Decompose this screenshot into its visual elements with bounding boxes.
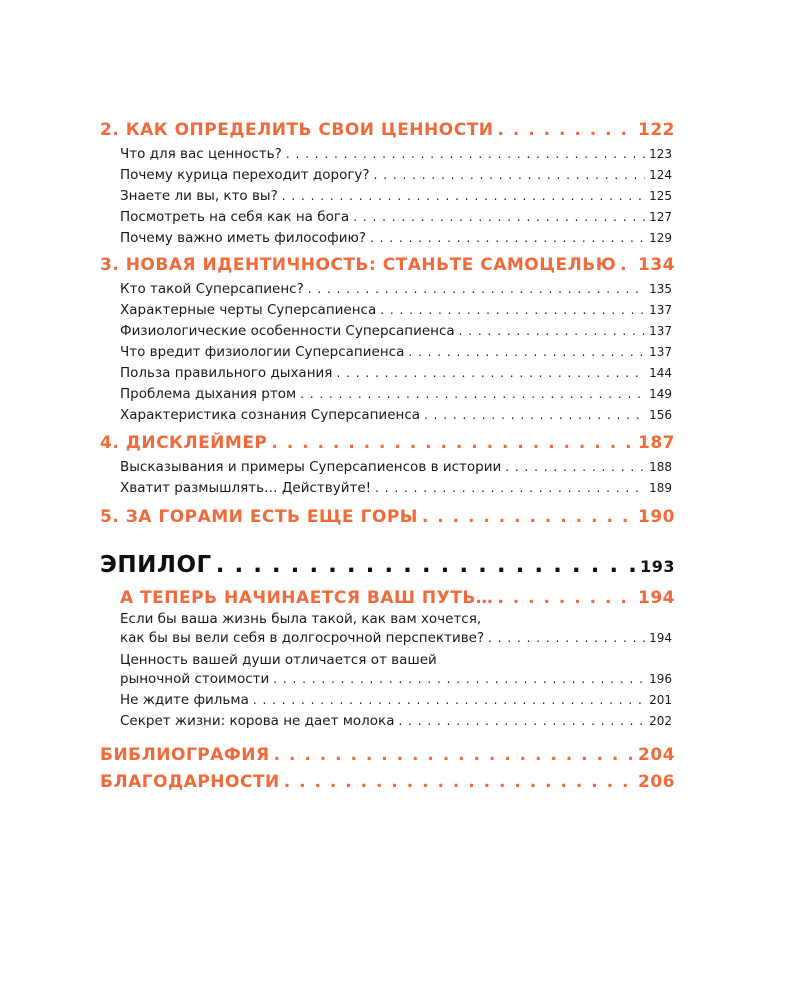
section-title: 4. ДИСКЛЕЙМЕР bbox=[100, 433, 268, 453]
item-title: Что для вас ценность? bbox=[120, 146, 282, 162]
leader-dots bbox=[459, 324, 645, 338]
item-page: 149 bbox=[649, 387, 672, 401]
toc-section-journey[interactable] bbox=[120, 588, 675, 608]
item-page: 125 bbox=[649, 189, 672, 203]
item-page: 129 bbox=[649, 231, 672, 245]
leader-dots bbox=[424, 408, 645, 422]
leader-dots bbox=[286, 147, 645, 161]
item-title: рыночной стоимости bbox=[120, 671, 270, 687]
leader-dots bbox=[370, 231, 645, 245]
item-title-line1: Ценность вашей души отличается от вашей bbox=[120, 652, 437, 668]
section-page: 194 bbox=[638, 588, 675, 608]
leader-dots bbox=[300, 387, 645, 401]
item-page: 188 bbox=[649, 460, 672, 474]
leader-dots bbox=[497, 588, 634, 608]
toc-item[interactable] bbox=[120, 302, 672, 318]
toc-section-5[interactable] bbox=[100, 507, 675, 527]
item-title-line1: Если бы ваша жизнь была такой, как вам хочется, bbox=[120, 611, 482, 627]
item-page: 137 bbox=[649, 345, 672, 359]
leader-dots bbox=[216, 552, 636, 578]
section-page: 206 bbox=[638, 772, 675, 792]
item-title: Почему курица переходит дорогу? bbox=[120, 167, 370, 183]
item-page: 123 bbox=[649, 147, 672, 161]
item-title: Проблема дыхания ртом bbox=[120, 386, 297, 402]
toc-section-4[interactable] bbox=[100, 433, 675, 453]
toc-item[interactable] bbox=[120, 281, 672, 297]
item-title: как бы вы вели себя в долгосрочной перспективе? bbox=[120, 630, 485, 646]
leader-dots bbox=[620, 255, 634, 275]
section-title: 2. КАК ОПРЕДЕЛИТЬ СВОИ ЦЕННОСТИ bbox=[100, 120, 494, 140]
epilog-page: 193 bbox=[640, 557, 675, 576]
toc-item[interactable] bbox=[120, 386, 672, 402]
item-title: Характеристика сознания Суперсапиенса bbox=[120, 407, 421, 423]
toc-section-3[interactable] bbox=[100, 255, 675, 275]
section-title: А ТЕПЕРЬ НАЧИНАЕТСЯ ВАШ ПУТЬ… bbox=[120, 588, 494, 608]
toc-acknowledgements[interactable] bbox=[100, 772, 675, 792]
toc-item[interactable] bbox=[120, 230, 672, 246]
leader-dots bbox=[353, 210, 645, 224]
item-page: 196 bbox=[649, 672, 672, 686]
section-page: 187 bbox=[638, 433, 675, 453]
section-page: 134 bbox=[638, 255, 675, 275]
toc-item[interactable] bbox=[120, 365, 672, 381]
section-page: 122 bbox=[638, 120, 675, 140]
toc-item[interactable] bbox=[120, 167, 672, 183]
item-title: Высказывания и примеры Суперсапиенсов в истории bbox=[120, 459, 502, 475]
leader-dots bbox=[498, 120, 634, 140]
item-title: Кто такой Суперсапиенс? bbox=[120, 281, 304, 297]
section-page: 190 bbox=[638, 507, 675, 527]
item-title: Характерные черты Суперсапиенса bbox=[120, 302, 377, 318]
leader-dots bbox=[284, 772, 634, 792]
toc-item[interactable] bbox=[120, 188, 672, 204]
section-title: 5. ЗА ГОРАМИ ЕСТЬ ЕЩЕ ГОРЫ bbox=[100, 507, 418, 527]
toc-item[interactable] bbox=[120, 671, 672, 687]
leader-dots bbox=[374, 168, 646, 182]
item-page: 194 bbox=[649, 631, 672, 645]
item-page: 137 bbox=[649, 303, 672, 317]
item-page: 156 bbox=[649, 408, 672, 422]
toc-epilog[interactable] bbox=[100, 552, 675, 578]
section-page: 204 bbox=[638, 745, 675, 765]
leader-dots bbox=[336, 366, 645, 380]
leader-dots bbox=[398, 714, 645, 728]
leader-dots bbox=[408, 345, 645, 359]
leader-dots bbox=[488, 631, 645, 645]
item-page: 144 bbox=[649, 366, 672, 380]
item-page: 137 bbox=[649, 324, 672, 338]
toc-item[interactable] bbox=[120, 344, 672, 360]
section-title: БЛАГОДАРНОСТИ bbox=[100, 772, 280, 792]
leader-dots bbox=[422, 507, 634, 527]
item-title: Не ждите фильма bbox=[120, 692, 249, 708]
section-title: 3. НОВАЯ ИДЕНТИЧНОСТЬ: СТАНЬТЕ САМОЦЕЛЬЮ bbox=[100, 255, 617, 275]
toc-item[interactable] bbox=[120, 692, 672, 708]
item-title: Что вредит физиологии Суперсапиенса bbox=[120, 344, 405, 360]
item-title: Хватит размышлять… Действуйте! bbox=[120, 480, 372, 496]
item-title: Знаете ли вы, кто вы? bbox=[120, 188, 278, 204]
leader-dots bbox=[505, 460, 645, 474]
leader-dots bbox=[380, 303, 645, 317]
item-page: 201 bbox=[649, 693, 672, 707]
leader-dots bbox=[282, 189, 645, 203]
toc-item[interactable] bbox=[120, 713, 672, 729]
leader-dots bbox=[271, 433, 634, 453]
item-page: 202 bbox=[649, 714, 672, 728]
toc-item[interactable] bbox=[120, 209, 672, 225]
item-page: 127 bbox=[649, 210, 672, 224]
item-title: Почему важно иметь философию? bbox=[120, 230, 367, 246]
leader-dots bbox=[273, 672, 645, 686]
item-title: Секрет жизни: корова не дает молока bbox=[120, 713, 395, 729]
item-title: Физиологические особенности Суперсапиенса bbox=[120, 323, 455, 339]
item-title: Польза правильного дыхания bbox=[120, 365, 333, 381]
toc-item[interactable] bbox=[120, 323, 672, 339]
leader-dots bbox=[274, 745, 634, 765]
leader-dots bbox=[253, 693, 645, 707]
item-page: 135 bbox=[649, 282, 672, 296]
toc-bibliography[interactable] bbox=[100, 745, 675, 765]
toc-item[interactable] bbox=[120, 146, 672, 162]
toc-item[interactable] bbox=[120, 480, 672, 496]
item-title: Посмотреть на себя как на бога bbox=[120, 209, 350, 225]
toc-section-2[interactable] bbox=[100, 120, 675, 140]
toc-item[interactable] bbox=[120, 630, 672, 646]
item-page: 124 bbox=[649, 168, 672, 182]
leader-dots bbox=[375, 481, 645, 495]
toc-item[interactable] bbox=[120, 459, 672, 475]
leader-dots bbox=[308, 282, 645, 296]
section-title: БИБЛИОГРАФИЯ bbox=[100, 745, 270, 765]
item-page: 189 bbox=[649, 481, 672, 495]
epilog-title: ЭПИЛОГ bbox=[100, 552, 212, 578]
toc-item[interactable] bbox=[120, 407, 672, 423]
